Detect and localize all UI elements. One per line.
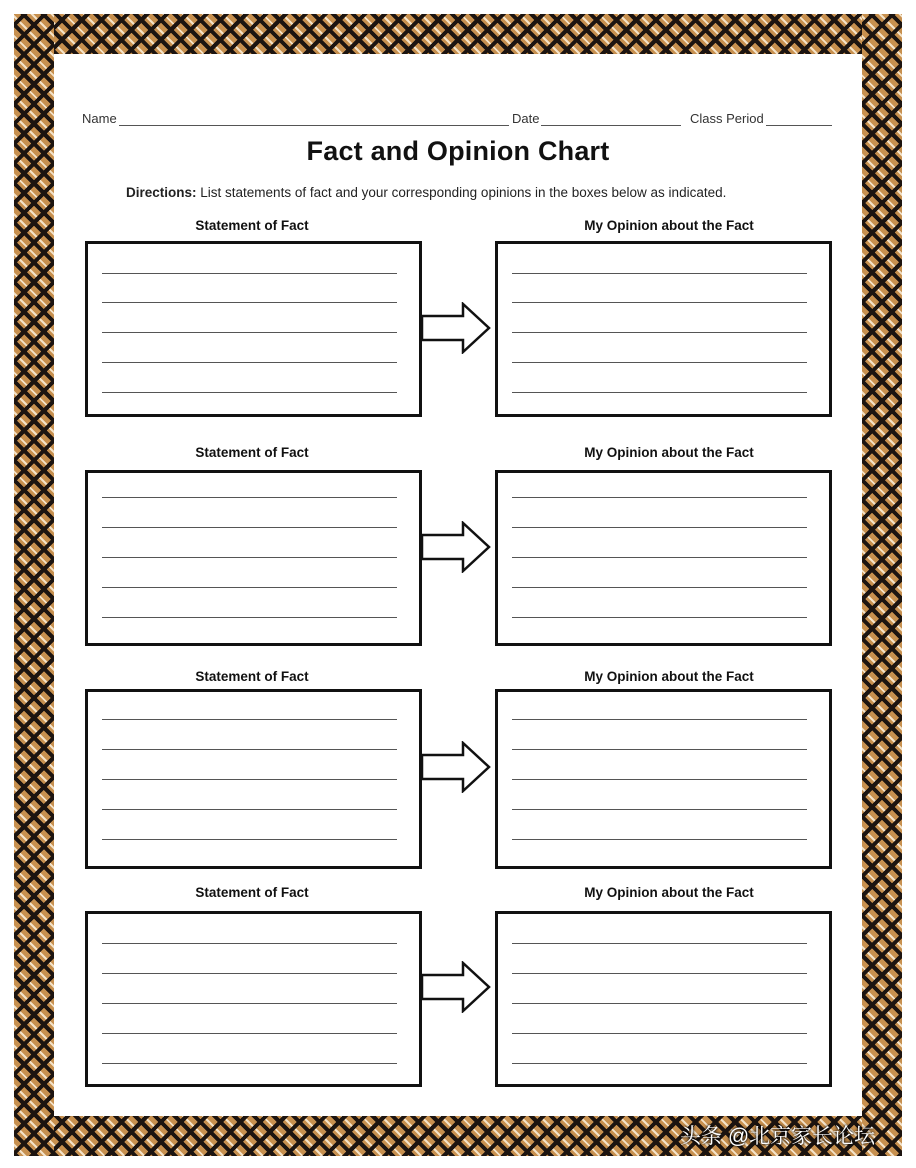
- write-line: [102, 943, 397, 944]
- fact-box-4[interactable]: [85, 911, 422, 1087]
- opinion-box-1[interactable]: [495, 241, 832, 417]
- write-line: [102, 392, 397, 393]
- write-line: [102, 973, 397, 974]
- write-line: [102, 273, 397, 274]
- date-field[interactable]: [512, 108, 681, 126]
- class-period-field[interactable]: [690, 108, 832, 126]
- fact-heading-4: Statement of Fact: [195, 885, 309, 900]
- name-line[interactable]: [119, 109, 509, 126]
- write-line: [102, 362, 397, 363]
- write-line: [512, 273, 807, 274]
- write-line: [102, 557, 397, 558]
- write-line: [102, 719, 397, 720]
- page-title: Fact and Opinion Chart: [306, 136, 610, 166]
- write-line: [512, 557, 807, 558]
- opinion-box-4[interactable]: [495, 911, 832, 1087]
- decorative-border-right: [862, 14, 902, 1156]
- write-line: [102, 1063, 397, 1064]
- write-line: [102, 809, 397, 810]
- write-line: [102, 1003, 397, 1004]
- date-label: Date: [512, 111, 540, 126]
- write-line: [512, 809, 807, 810]
- write-line: [512, 392, 807, 393]
- write-line: [102, 527, 397, 528]
- write-line: [512, 749, 807, 750]
- write-line: [512, 719, 807, 720]
- write-line: [102, 1033, 397, 1034]
- write-line: [512, 1033, 807, 1034]
- write-line: [512, 779, 807, 780]
- arrow-right-icon: [421, 302, 493, 354]
- watermark: 头条 @北京家长论坛: [680, 1125, 876, 1148]
- opinion-heading-4: My Opinion about the Fact: [584, 885, 754, 900]
- decorative-border-left: [14, 14, 54, 1156]
- fact-heading-1: Statement of Fact: [195, 218, 309, 233]
- write-line: [512, 527, 807, 528]
- fact-heading-3: Statement of Fact: [195, 669, 309, 684]
- write-line: [102, 302, 397, 303]
- decorative-border-top: [14, 14, 902, 54]
- write-line: [512, 1003, 807, 1004]
- opinion-box-3[interactable]: [495, 689, 832, 869]
- write-line: [512, 362, 807, 363]
- opinion-box-2[interactable]: [495, 470, 832, 646]
- write-line: [102, 779, 397, 780]
- directions: [126, 185, 726, 200]
- name-field[interactable]: [82, 108, 509, 126]
- opinion-heading-1: My Opinion about the Fact: [584, 218, 754, 233]
- directions-label: Directions:: [126, 185, 197, 200]
- write-line: [102, 839, 397, 840]
- write-line: [512, 302, 807, 303]
- write-line: [512, 587, 807, 588]
- name-label: Name: [82, 111, 117, 126]
- directions-text: List statements of fact and your corresponding opinions in the boxes below as indicated.: [200, 185, 727, 200]
- opinion-heading-2: My Opinion about the Fact: [584, 445, 754, 460]
- write-line: [102, 749, 397, 750]
- write-line: [102, 332, 397, 333]
- write-line: [512, 1063, 807, 1064]
- write-line: [512, 332, 807, 333]
- write-line: [512, 497, 807, 498]
- arrow-right-icon: [421, 521, 493, 573]
- fact-heading-2: Statement of Fact: [195, 445, 309, 460]
- write-line: [512, 617, 807, 618]
- fact-box-2[interactable]: [85, 470, 422, 646]
- arrow-right-icon: [421, 741, 493, 793]
- fact-box-1[interactable]: [85, 241, 422, 417]
- write-line: [512, 839, 807, 840]
- arrow-right-icon: [421, 961, 493, 1013]
- write-line: [102, 587, 397, 588]
- write-line: [512, 943, 807, 944]
- write-line: [102, 617, 397, 618]
- class-period-label: Class Period: [690, 111, 764, 126]
- class-period-line[interactable]: [766, 109, 832, 126]
- opinion-heading-3: My Opinion about the Fact: [584, 669, 754, 684]
- fact-box-3[interactable]: [85, 689, 422, 869]
- write-line: [102, 497, 397, 498]
- write-line: [512, 973, 807, 974]
- date-line[interactable]: [541, 109, 681, 126]
